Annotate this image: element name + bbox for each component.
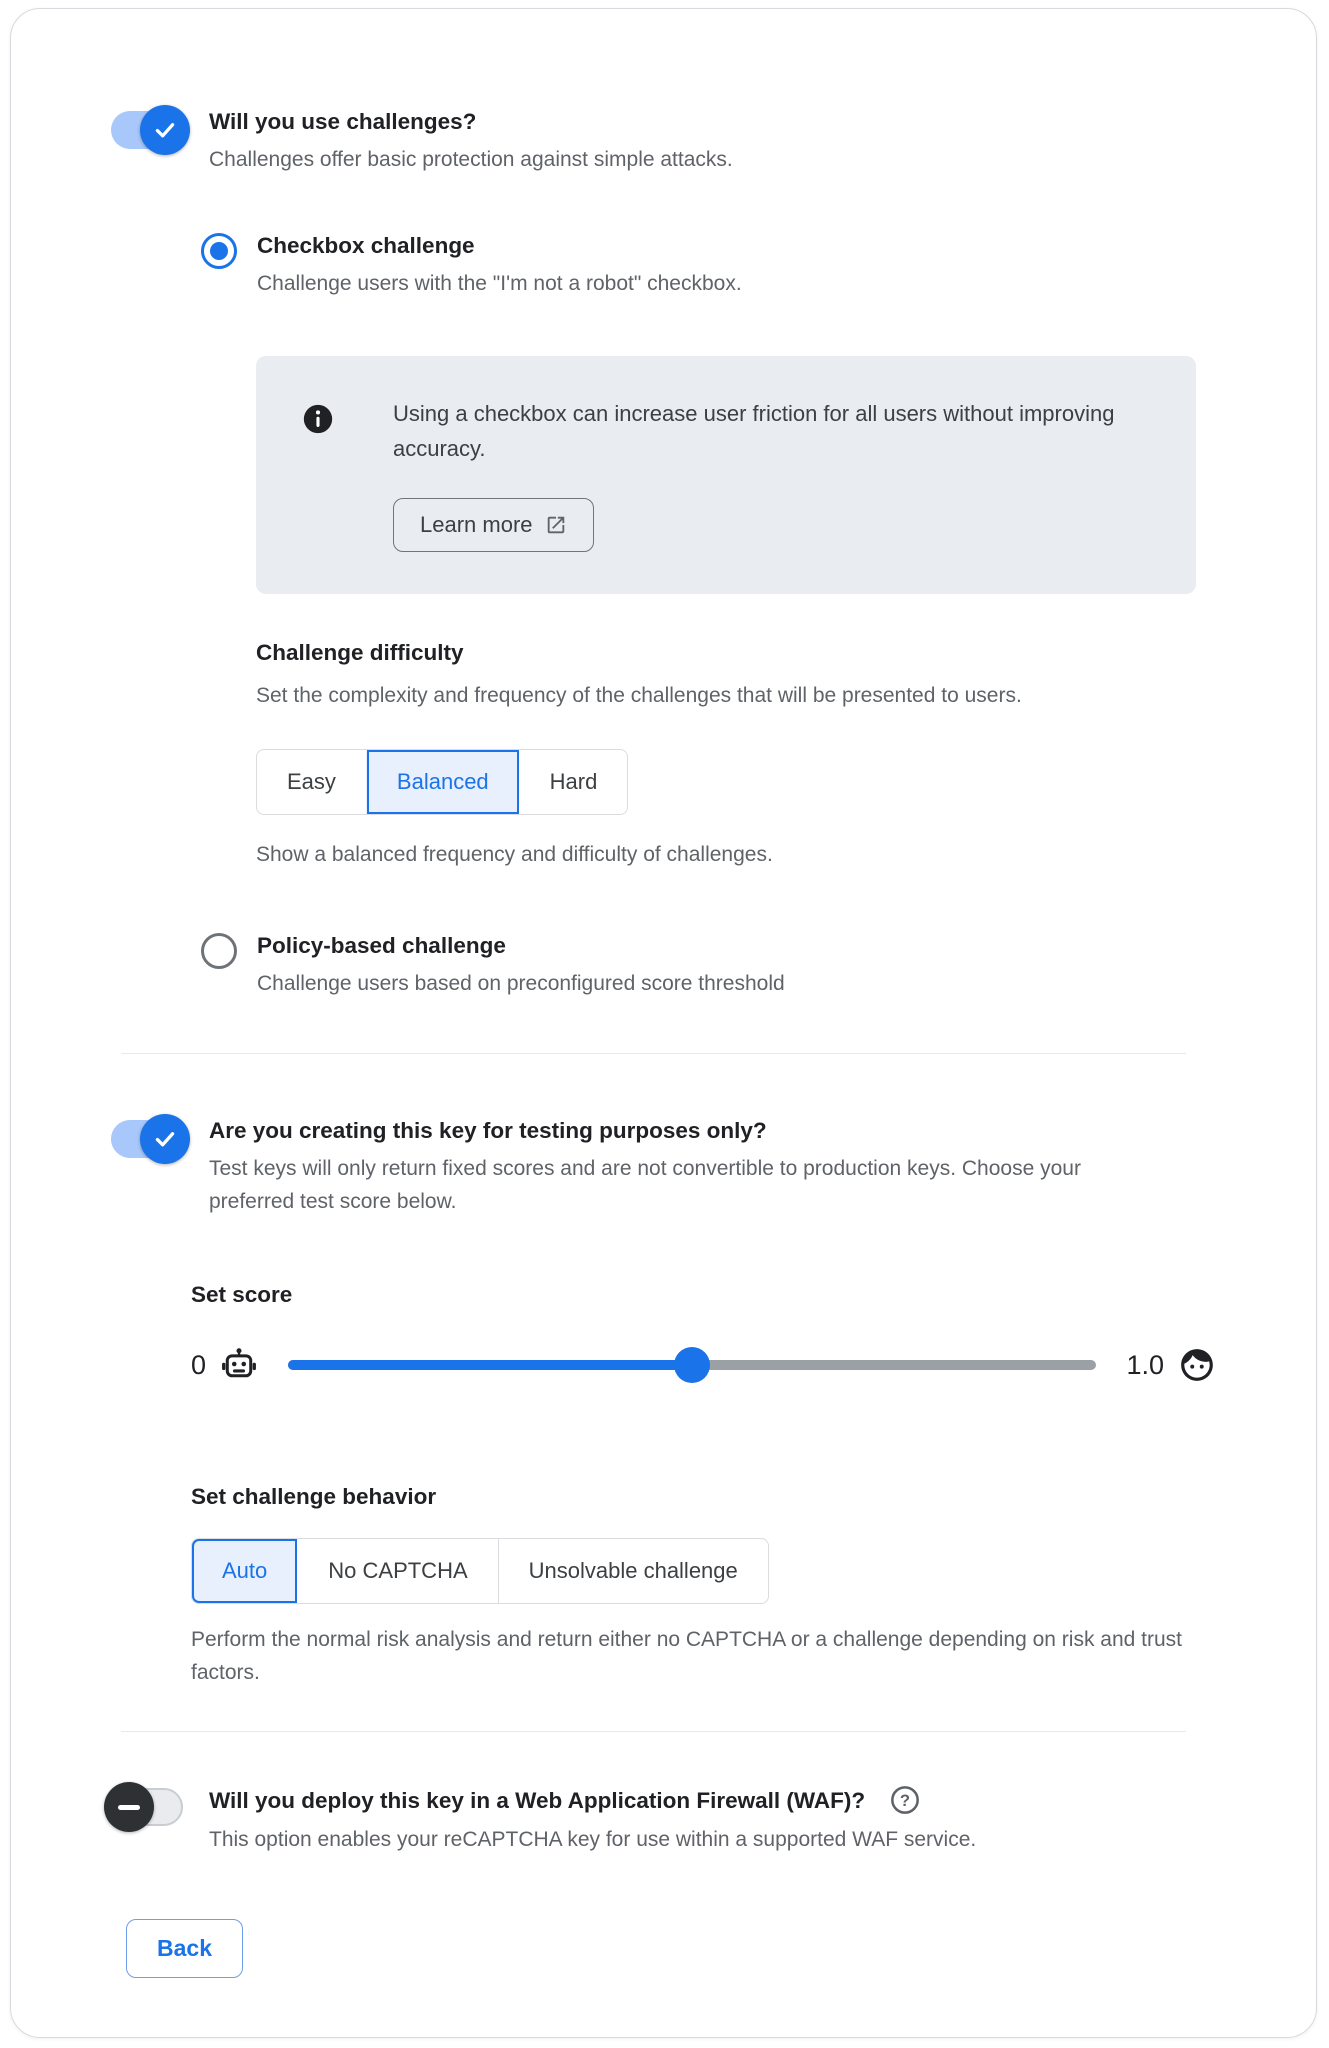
recaptcha-key-form-card — [10, 8, 1317, 2038]
score-slider-track[interactable] — [288, 1360, 1096, 1370]
difficulty-option-balanced[interactable]: Balanced — [366, 750, 519, 814]
policy-challenge-radio[interactable] — [201, 933, 237, 969]
score-max-label: 1.0 — [1126, 1349, 1164, 1380]
section-divider — [121, 1053, 1186, 1054]
use-challenges-toggle[interactable] — [111, 111, 183, 149]
challenge-behavior-title: Set challenge behavior — [191, 1484, 437, 1510]
behavior-segmented-control — [191, 1538, 769, 1604]
policy-challenge-description: Challenge users based on preconfigured score threshold — [257, 972, 785, 996]
score-min-label: 0 — [191, 1349, 207, 1380]
back-button[interactable]: Back — [126, 1919, 243, 1978]
set-score-title: Set score — [191, 1282, 293, 1308]
info-banner-message: Using a checkbox can increase user friction for all users without improving accuracy. — [393, 400, 1115, 461]
toggle-thumb-on — [140, 1114, 190, 1164]
difficulty-option-easy[interactable]: Easy — [287, 768, 336, 794]
face-icon — [1178, 1346, 1216, 1384]
testing-key-section — [111, 1116, 1216, 1218]
checkbox-challenge-description: Challenge users with the "I'm not a robot" checkbox. — [257, 272, 742, 296]
use-challenges-title: Will you use challenges? — [209, 109, 477, 134]
score-slider-fill — [288, 1360, 692, 1370]
checkmark-icon — [151, 116, 179, 144]
checkbox-challenge-label: Checkbox challenge — [257, 232, 475, 258]
robot-icon — [220, 1346, 258, 1384]
policy-challenge-label: Policy-based challenge — [257, 933, 506, 959]
svg-text:?: ? — [900, 1791, 911, 1811]
waf-description: This option enables your reCAPTCHA key for use within a supported WAF service. — [209, 1828, 977, 1852]
toggle-thumb-on — [140, 105, 190, 155]
score-slider-row — [191, 1346, 1216, 1384]
waf-toggle[interactable] — [111, 1788, 183, 1826]
checkbox-challenge-radio[interactable] — [201, 233, 237, 269]
open-in-new-icon — [545, 514, 567, 536]
toggle-thumb-off — [104, 1782, 154, 1832]
behavior-helper-text: Perform the normal risk analysis and return either no CAPTCHA or a challenge depending on risk and trust factors. — [191, 1628, 1182, 1684]
checkbox-challenge-option — [201, 231, 1216, 301]
learn-more-label: Learn more — [420, 511, 533, 537]
score-slider-thumb[interactable] — [674, 1347, 710, 1383]
testing-key-description: Test keys will only return fixed scores and are not convertible to production keys. Choose your preferred test score below. — [209, 1157, 1081, 1213]
difficulty-segmented-control — [256, 749, 628, 815]
info-icon — [301, 402, 335, 436]
waf-section — [111, 1784, 1216, 1857]
challenge-difficulty-description: Set the complexity and frequency of the challenges that will be presented to users. — [256, 683, 1022, 707]
waf-title: Will you deploy this key in a Web Application Firewall (WAF)? — [209, 1787, 866, 1813]
testing-key-toggle[interactable] — [111, 1120, 183, 1158]
difficulty-option-hard[interactable]: Hard — [549, 768, 598, 794]
behavior-option-auto[interactable]: Auto — [192, 1539, 297, 1603]
radio-dot — [210, 242, 228, 260]
minus-icon — [118, 1805, 140, 1810]
behavior-option-unsolvable[interactable]: Unsolvable challenge — [498, 1539, 768, 1603]
use-challenges-description: Challenges offer basic protection against simple attacks. — [209, 148, 733, 172]
checkmark-icon — [151, 1125, 179, 1153]
learn-more-button[interactable] — [393, 498, 594, 552]
testing-key-title: Are you creating this key for testing purposes only? — [209, 1117, 767, 1143]
checkbox-info-banner — [256, 356, 1196, 594]
section-divider — [121, 1731, 1186, 1732]
challenge-difficulty-title: Challenge difficulty — [256, 639, 464, 665]
difficulty-helper-text: Show a balanced frequency and difficulty of challenges. — [256, 842, 773, 866]
help-icon[interactable] — [889, 1784, 921, 1816]
policy-challenge-option — [201, 931, 1216, 1001]
behavior-option-no-captcha[interactable]: No CAPTCHA — [328, 1558, 468, 1584]
use-challenges-section — [111, 107, 1216, 177]
